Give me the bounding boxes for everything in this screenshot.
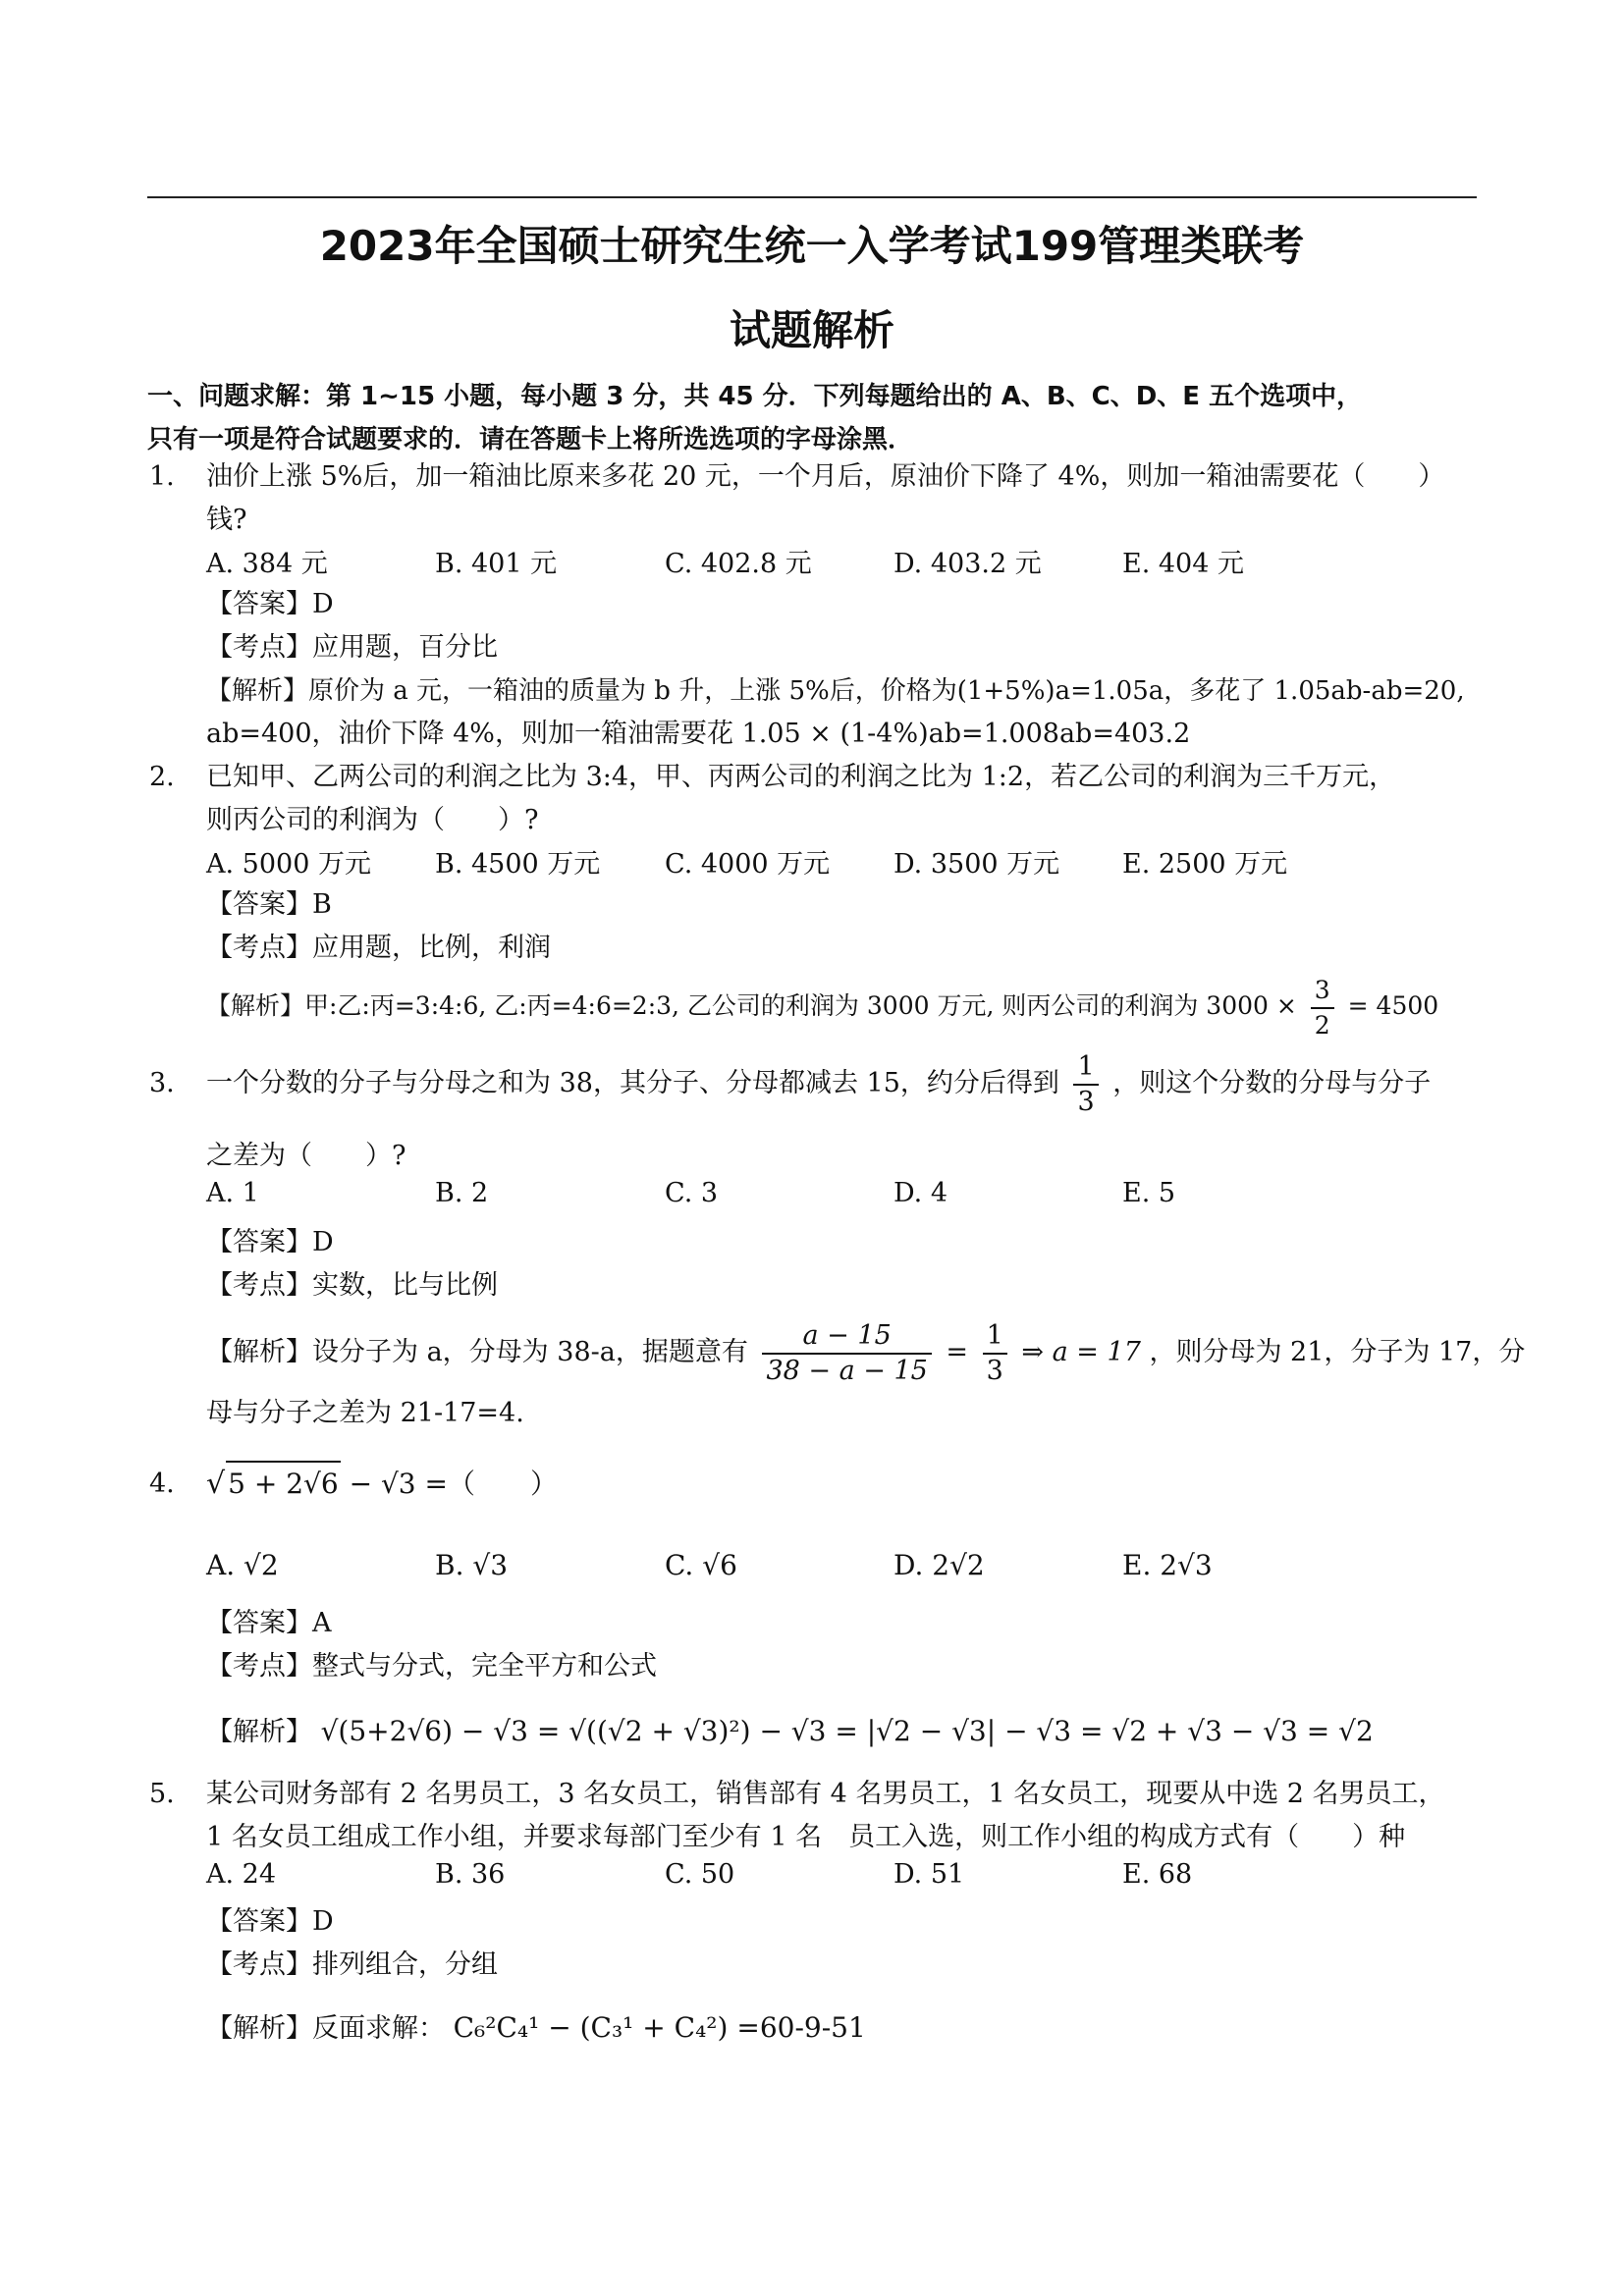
q2-fraction [1311, 974, 1334, 1042]
top-rule [147, 196, 1477, 198]
q5-answer: 【答案】D [206, 1906, 334, 1937]
q2-analysis [206, 970, 1438, 1042]
q4-option-d: D. 2√2 [893, 1549, 985, 1581]
q4-analysis-label: 【解析】 [206, 1717, 312, 1747]
q5-option-e: E. 68 [1122, 1859, 1193, 1890]
section-intro [147, 375, 1477, 461]
q5-option-c: C. 50 [665, 1859, 735, 1890]
q1-analysis-line1: 【解析】原价为 a 元，一箱油的质量为 b 升，上涨 5%后，价格为(1+5%)a=1.05a，多花了 1.05ab-ab=20, [206, 676, 1465, 706]
section-intro-line1: 一、问题求解：第 1~15 小题，每小题 3 分，共 45 分．下列每题给出的 A、B、C、D、E 五个选项中， [147, 382, 1363, 411]
q3-analysis-fraction2 [983, 1319, 1007, 1388]
q3-stem-fraction-denominator: 3 [1077, 1086, 1095, 1117]
q2-fraction-denominator: 2 [1314, 1010, 1330, 1040]
q1-option-c: C. 402.8 元 [665, 549, 812, 579]
q4-stem-radicand: 5 + 2√6 [226, 1461, 341, 1506]
q1-stem-line1: 油价上涨 5%后，加一箱油比原来多花 20 元，一个月后，原油价下降了 4%，则加一箱油需要花（ ） [206, 461, 1445, 492]
section-intro-line2: 只有一项是符合试题要求的．请在答题卡上将所选选项的字母涂黑． [147, 425, 914, 454]
q4-number: 4. [149, 1468, 175, 1499]
q3-number: 3. [149, 1068, 175, 1098]
q2-option-e: E. 2500 万元 [1122, 849, 1288, 880]
q1-number: 1. [149, 461, 175, 492]
q3-analysis-fraction2-numerator: 1 [983, 1319, 1007, 1355]
q3-analysis-fraction1-denominator: 38 − a − 15 [766, 1355, 928, 1386]
q1-option-a: A. 384 元 [206, 549, 328, 579]
q5-analysis-label: 【解析】反面求解： [206, 2013, 445, 2044]
q3-analysis-line1 [206, 1315, 1525, 1390]
q1-option-b: B. 401 元 [435, 549, 558, 579]
q2-stem-line2: 则丙公司的利润为（ ）? [206, 805, 539, 835]
q3-analysis-fraction1-numerator: a − 15 [762, 1319, 931, 1355]
q3-answer: 【答案】D [206, 1227, 334, 1257]
q5-option-d: D. 51 [893, 1859, 965, 1890]
q1-option-e: E. 404 元 [1122, 549, 1244, 579]
q3-option-e: E. 5 [1122, 1178, 1176, 1208]
q5-point: 【考点】排列组合，分组 [206, 1949, 498, 1980]
page-subtitle: 试题解析 [729, 306, 894, 354]
q3-analysis-result: ⇒ a = 17 [1021, 1337, 1141, 1367]
q3-analysis-post: ，则分母为 21，分子为 17，分 [1149, 1337, 1526, 1367]
q1-stem-line2: 钱? [206, 505, 247, 535]
q3-analysis-pre: 【解析】设分子为 a，分母为 38-a，据题意有 [206, 1337, 748, 1367]
q2-number: 2. [149, 762, 175, 792]
q5-stem-line1: 某公司财务部有 2 名男员工，3 名女员工，销售部有 4 名男员工，1 名女员工，现要从中选 2 名男员工， [206, 1779, 1445, 1809]
q4-option-c: C. √6 [665, 1549, 737, 1581]
sqrt-symbol-icon: √ [206, 1467, 226, 1501]
q3-option-b: B. 2 [435, 1178, 489, 1208]
q2-analysis-text: 【解析】甲:乙:丙=3:4:6, 乙:丙=4:6=2:3, 乙公司的利润为 3000 万元, 则丙公司的利润为 [206, 991, 1199, 1020]
q3-point: 【考点】实数，比与比例 [206, 1270, 498, 1301]
q1-option-d: D. 403.2 元 [893, 549, 1042, 579]
q4-option-a: A. √2 [206, 1549, 279, 1581]
q2-option-a: A. 5000 万元 [206, 849, 371, 880]
q2-analysis-expr-a: 3000 × [1206, 991, 1297, 1020]
q3-analysis-equals: = [946, 1337, 969, 1367]
q2-fraction-numerator: 3 [1311, 974, 1334, 1009]
q5-option-a: A. 24 [206, 1859, 277, 1890]
q5-analysis [206, 2006, 866, 2051]
q2-option-c: C. 4000 万元 [665, 849, 831, 880]
q2-option-b: B. 4500 万元 [435, 849, 601, 880]
q5-stem-line2: 1 名女员工组成工作小组，并要求每部门至少有 1 名 员工入选，则工作小组的构成方式有（ ）种 [206, 1822, 1406, 1852]
q2-option-d: D. 3500 万元 [893, 849, 1060, 880]
q5-number: 5. [149, 1779, 175, 1809]
q3-analysis-fraction2-denominator: 3 [986, 1355, 1003, 1386]
q2-answer: 【答案】B [206, 889, 332, 920]
q1-answer: 【答案】D [206, 589, 334, 619]
q2-point: 【考点】应用题，比例，利润 [206, 933, 551, 963]
q1-analysis-line2: ab=400，油价下降 4%，则加一箱油需要花 1.05 × (1-4%)ab=1.008ab=403.2 [206, 719, 1191, 749]
q4-stem [206, 1461, 558, 1506]
q3-analysis-fraction1 [762, 1319, 931, 1388]
q3-stem-post: ，则这个分数的分母与分子 [1112, 1068, 1432, 1098]
q3-option-a: A. 1 [206, 1178, 259, 1208]
q4-point: 【考点】整式与分式，完全平方和公式 [206, 1651, 657, 1682]
q2-analysis-expr-b: = 4500 [1347, 991, 1439, 1020]
page-title: 2023年全国硕士研究生统一入学考试199管理类联考 [319, 222, 1305, 270]
q4-answer: 【答案】A [206, 1608, 332, 1638]
q4-stem-rest: − √3 =（ ） [349, 1468, 558, 1500]
q3-stem-line1 [206, 1048, 1431, 1119]
q4-option-e: E. 2√3 [1122, 1549, 1213, 1581]
q3-analysis-line2: 母与分子之差为 21-17=4. [206, 1398, 524, 1428]
q5-option-b: B. 36 [435, 1859, 506, 1890]
q3-stem-pre: 一个分数的分子与分母之和为 38，其分子、分母都减去 15，约分后得到 [206, 1068, 1059, 1098]
q3-stem-fraction [1073, 1050, 1098, 1119]
q4-analysis-expr: √(5+2√6) − √3 = √((√2 + √3)²) − √3 = |√2 − √3| − √3 = √2 + √3 − √3 = √2 [320, 1715, 1374, 1747]
q3-stem-fraction-numerator: 1 [1073, 1050, 1098, 1086]
q4-option-b: B. √3 [435, 1549, 509, 1581]
q3-option-d: D. 4 [893, 1178, 948, 1208]
q5-analysis-expr: C₆²C₄¹ − (C₃¹ + C₄²) =60-9-51 [453, 2011, 866, 2044]
q4-analysis [206, 1710, 1374, 1754]
q3-stem-line2: 之差为（ ）? [206, 1141, 406, 1171]
q1-point: 【考点】应用题，百分比 [206, 632, 498, 663]
q2-stem-line1: 已知甲、乙两公司的利润之比为 3:4，甲、丙两公司的利润之比为 1:2，若乙公司的利润为三千万元， [206, 762, 1396, 792]
q3-option-c: C. 3 [665, 1178, 719, 1208]
